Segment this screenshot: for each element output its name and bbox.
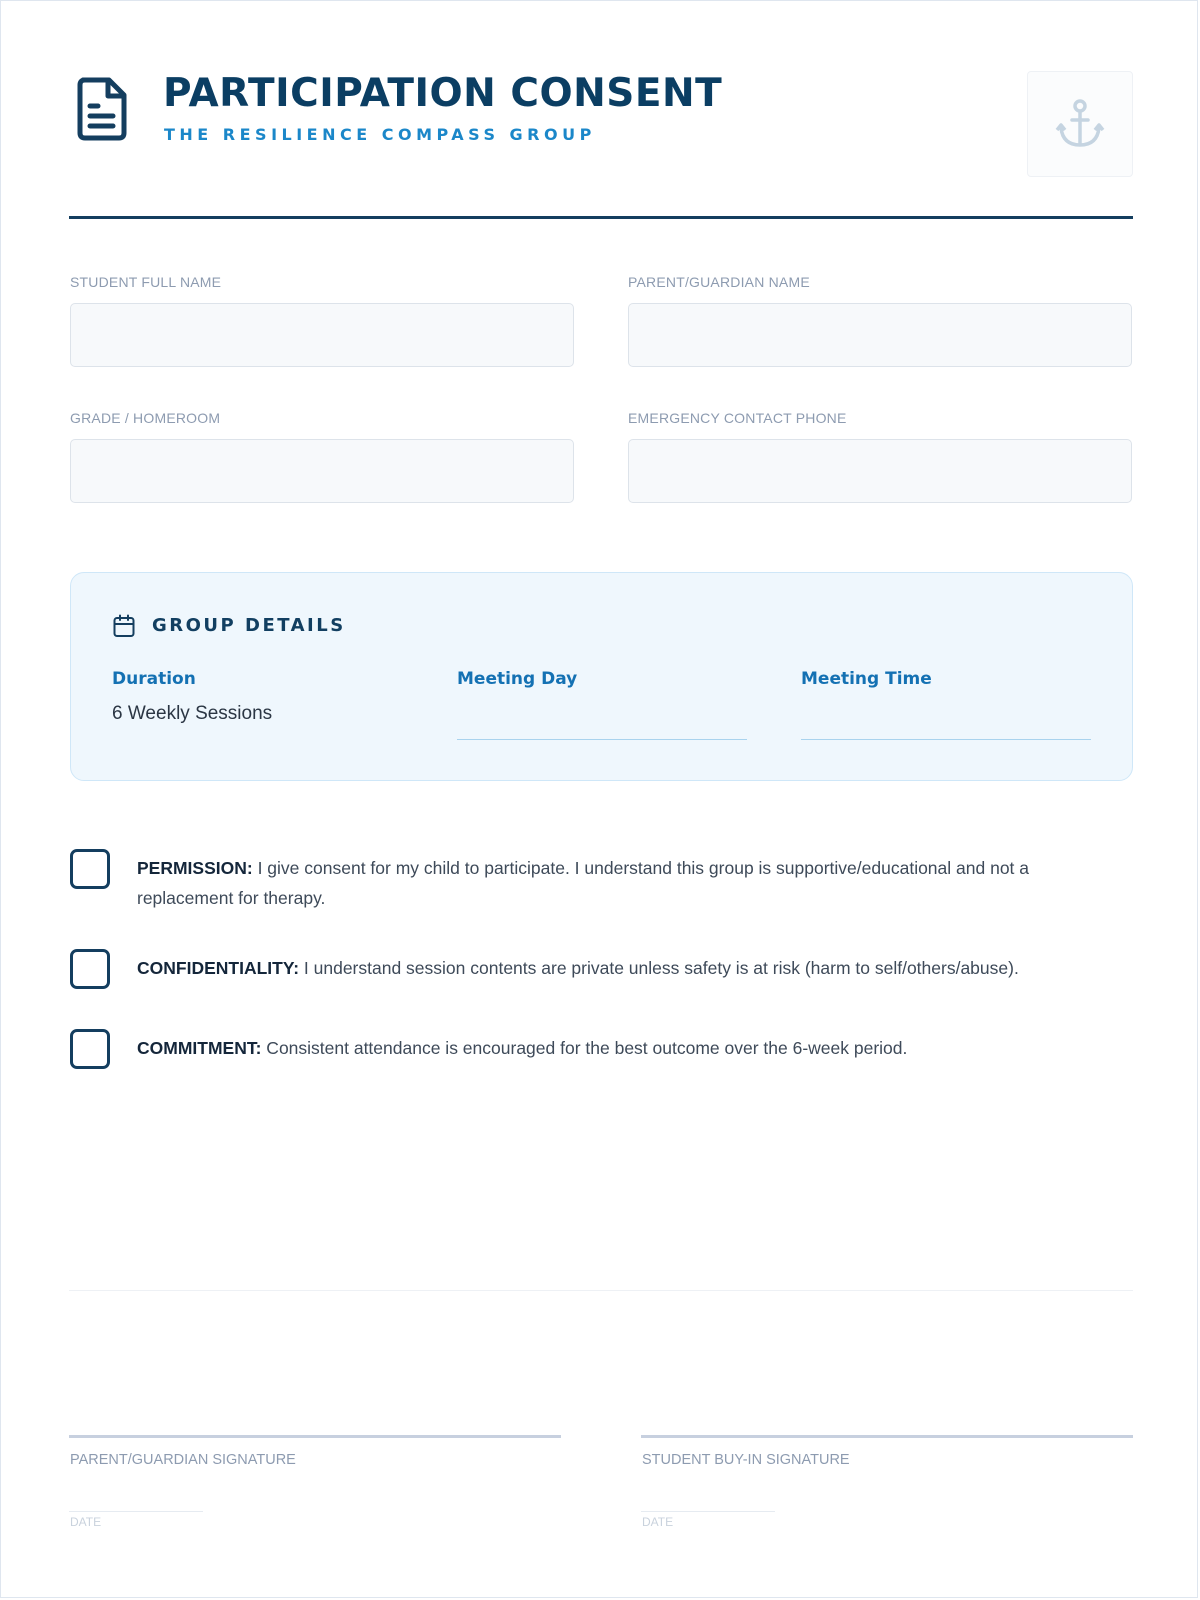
commitment-heading: COMMITMENT: <box>137 1038 262 1058</box>
duration-value: 6 Weekly Sessions <box>112 703 273 724</box>
permission-heading: PERMISSION: <box>137 858 253 878</box>
guardian-date-line[interactable] <box>69 1511 203 1512</box>
student-date-label: DATE <box>642 1515 674 1529</box>
guardian-signature-label: PARENT/GUARDIAN SIGNATURE <box>70 1452 296 1468</box>
meeting-time-underline <box>801 739 1091 740</box>
page-title: PARTICIPATION CONSENT <box>163 71 723 116</box>
student-name-input[interactable] <box>70 303 574 367</box>
group-details-title: GROUP DETAILS <box>152 615 346 636</box>
emergency-phone-label: EMERGENCY CONTACT PHONE <box>628 410 847 426</box>
student-signature-line[interactable] <box>641 1435 1133 1438</box>
student-name-label: STUDENT FULL NAME <box>70 274 222 290</box>
logo-box <box>1027 71 1133 177</box>
grade-label: GRADE / HOMEROOM <box>70 410 221 426</box>
page-subtitle: THE RESILIENCE COMPASS GROUP <box>164 125 596 144</box>
guardian-signature-line[interactable] <box>69 1435 561 1438</box>
confidentiality-body: I understand session contents are private unless safety is at risk (harm to self/others/abuse). <box>299 958 1019 978</box>
section-divider <box>69 1290 1133 1291</box>
document-icon <box>75 77 129 141</box>
header-divider <box>69 216 1133 219</box>
guardian-name-input[interactable] <box>628 303 1132 367</box>
commitment-text <box>137 1033 1097 1063</box>
student-signature-label: STUDENT BUY-IN SIGNATURE <box>642 1452 850 1468</box>
meeting-time-label: Meeting Time <box>801 669 932 689</box>
confidentiality-text <box>137 953 1097 983</box>
emergency-phone-input[interactable] <box>628 439 1132 503</box>
guardian-date-label: DATE <box>70 1515 102 1529</box>
permission-body: I give consent for my child to participate. I understand this group is supportive/educational and not a replacement for therapy. <box>137 858 1030 908</box>
group-details-panel <box>70 572 1133 781</box>
confidentiality-heading: CONFIDENTIALITY: <box>137 958 300 978</box>
meeting-day-underline <box>457 739 747 740</box>
meeting-time-input[interactable] <box>801 705 1091 737</box>
commitment-body: Consistent attendance is encouraged for the best outcome over the 6-week period. <box>261 1038 908 1058</box>
guardian-name-label: PARENT/GUARDIAN NAME <box>628 274 810 290</box>
meeting-day-input[interactable] <box>457 705 747 737</box>
anchor-icon <box>1055 98 1105 150</box>
confidentiality-checkbox[interactable] <box>70 949 110 989</box>
meeting-day-label: Meeting Day <box>457 669 578 689</box>
student-date-line[interactable] <box>641 1511 775 1512</box>
permission-text <box>137 853 1097 913</box>
duration-label: Duration <box>112 669 196 689</box>
commitment-checkbox[interactable] <box>70 1029 110 1069</box>
grade-input[interactable] <box>70 439 574 503</box>
calendar-icon <box>112 614 136 638</box>
permission-checkbox[interactable] <box>70 849 110 889</box>
